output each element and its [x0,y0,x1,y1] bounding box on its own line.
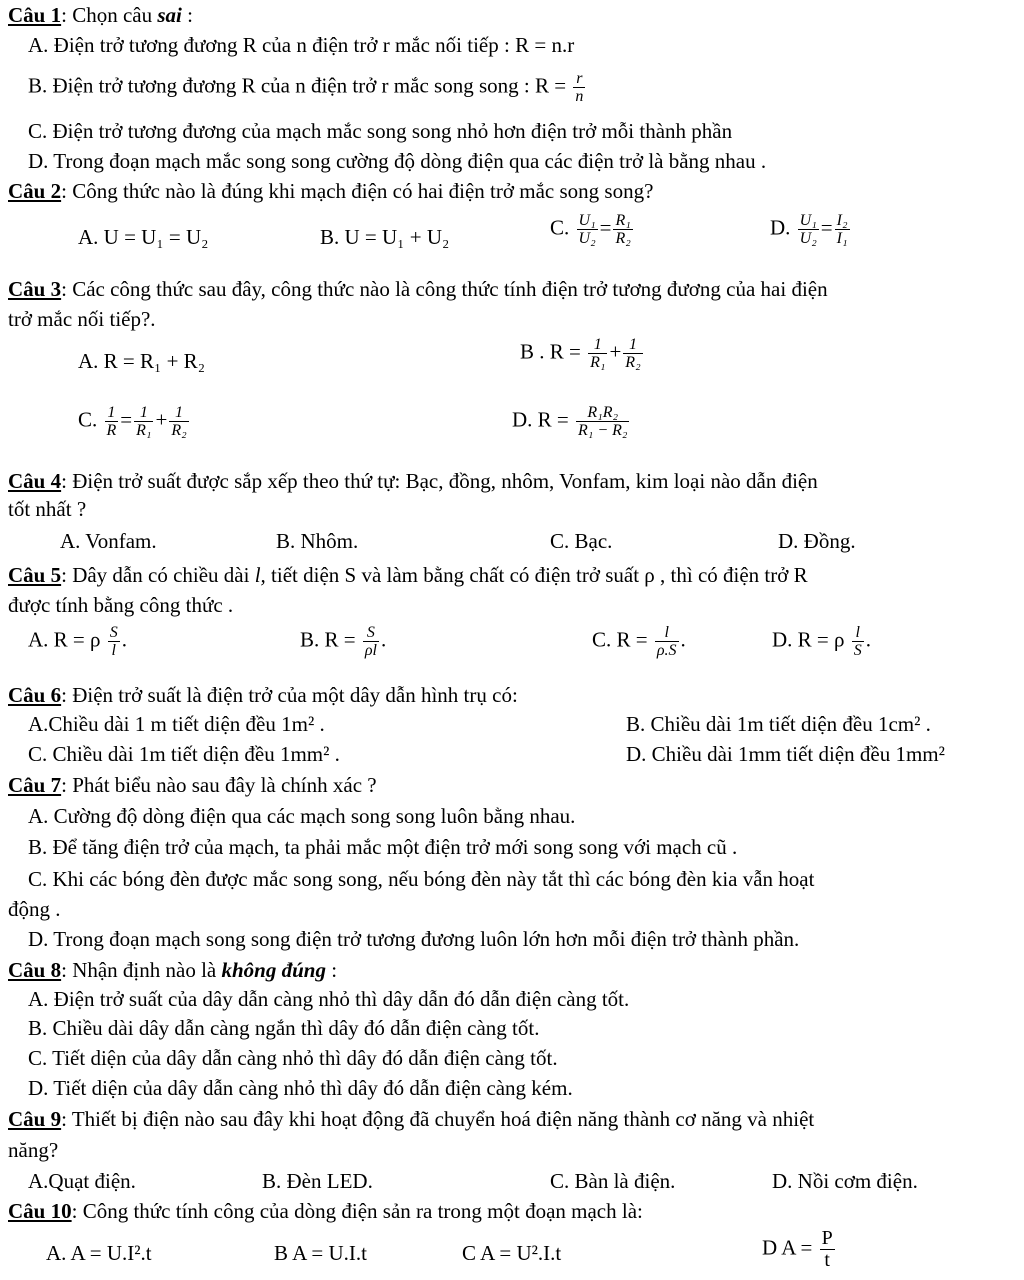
question-9 [8,1106,814,1132]
fraction-numerator: U₁ [799,212,817,229]
fraction-denominator: S [853,642,862,659]
option-a: A.Quạt điện. [28,1169,136,1193]
option-b: B. Nhôm. [276,529,359,553]
question-3 [8,276,828,302]
fraction-denominator: R₁ [590,354,606,371]
question-text: : Thiết bị điện nào sau đây khi hoạt động đã chuyển hoá điện năng thành cơ năng và nhiệt [61,1107,815,1131]
option-b [28,70,587,105]
option-d: D. Nồi cơm điện. [772,1169,918,1193]
fraction-denominator: R₁ − R₂ [578,422,628,439]
option-b: B. Đèn LED. [262,1169,373,1193]
question-number: Câu 2 [8,179,62,203]
option-d: D. Tiết diện của dây dẫn càng nhỏ thì dây đó dẫn điện càng kém. [28,1076,573,1100]
option-text: D A = [762,1235,813,1260]
question-9-continued: năng? [8,1138,59,1162]
question-number: Câu 1 [8,3,62,27]
option-a: A. R = R₁ + R₂ [78,349,206,373]
option-letter: D. [770,215,791,240]
question-text: : [181,3,193,27]
option-a: A. Vonfam. [60,529,157,553]
emphasis-text: không đúng [221,958,326,982]
fraction-numerator: r [573,70,585,88]
option-text: D. R = ρ [772,627,845,652]
fraction-numerator: 1 [105,404,119,422]
option-d [762,1228,837,1271]
fraction [588,336,607,371]
question-number: Câu 3 [8,277,62,301]
option-b: B. Chiều dài 1m tiết diện đều 1cm² . [626,712,931,736]
question-5-continued: được tính bằng công thức . [8,593,234,617]
fraction-numerator: R₁ [615,212,631,229]
option-text: A. R = ρ [28,627,101,652]
option-a: A. U = U₁ = U₂ [78,225,209,249]
question-4 [8,468,818,494]
fraction-denominator: R [106,422,117,439]
option-b: B. Chiều dài dây dẫn càng ngắn thì dây đó dẫn điện càng tốt. [28,1016,540,1040]
fraction [577,212,598,247]
fraction-denominator: R₁ [136,422,152,439]
option-d: D. R = ρ $\frac{l}{S}$ . [772,624,871,659]
fraction-numerator: 1 [134,404,153,422]
option-c: C. Bàn là điện. [550,1169,676,1193]
option-c: C. $\frac{\text{U₁}}{\text{U₂}}$ = $\frac{\text{R₁}}{\text{R₂}}$ [550,212,631,247]
fraction [576,404,629,439]
question-5 [8,562,808,588]
fraction-denominator: R₂ [625,354,641,371]
fraction-denominator: t [824,1249,830,1271]
option-c-continued: động . [8,897,61,921]
question-2 [8,178,653,204]
fraction-numerator: 1 [588,336,607,354]
question-number: Câu 7 [8,773,62,797]
fraction-numerator: P [821,1227,833,1249]
option-a: A. A = U.I².t [46,1241,152,1265]
option-text: B. Điện trở tương đương R của n điện trở r mắc song song : R = [28,73,572,98]
option-text: D. R = [512,407,569,432]
fraction-denominator: R₂ [171,422,187,439]
emphasis-text: sai [157,3,182,27]
fraction [835,212,850,247]
option-a: A. R = ρ $\frac{S}{l}$ . [28,624,127,659]
question-text: : Điện trở suất được sắp xếp theo thứ tự: Bạc, đồng, nhôm, Vonfam, kim loại nào dẫn điện [61,469,818,493]
fraction [169,404,188,439]
question-8 [8,957,337,983]
fraction [820,1228,835,1271]
option-b: B. U = U₁ + U₂ [320,225,450,249]
option-letter: C. [78,407,98,432]
fraction-numerator: S [363,624,379,642]
fraction-numerator: l [852,624,864,642]
fraction-numerator: 1 [623,336,642,354]
fraction [852,624,864,659]
option-text: B . R = [520,339,581,364]
fraction-denominator: U₂ [578,230,596,247]
question-6 [8,682,518,708]
fraction-numerator: U₁ [578,212,596,229]
question-text: : Các công thức sau đây, công thức nào là công thức tính điện trở tương đương của hai điện [61,277,828,301]
option-a: A.Chiều dài 1 m tiết diện đều 1m² . [28,712,325,736]
option-d [512,404,631,439]
option-d: D. Trong đoạn mạch mắc song song cường độ dòng điện qua các điện trở là bằng nhau . [28,149,767,173]
fraction-denominator: R₂ [615,230,631,247]
option-a: A. Điện trở suất của dây dẫn càng nhỏ thì dây dẫn đó dẫn điện càng tốt. [28,987,630,1011]
fraction-numerator: R₁R₂ [576,404,629,422]
question-10 [8,1198,643,1224]
question-text: : Dây dẫn có chiều dài [61,563,255,587]
question-number: Câu 6 [8,683,62,707]
question-3-continued: trở mắc nối tiếp?. [8,307,156,331]
option-c: C. R = $\frac{l}{\rho.S}$ . [592,624,686,659]
question-text: tiết diện S và làm bằng chất có điện trở suất ρ , thì có điện trở R [265,563,808,587]
option-d: D. $\frac{\text{U₁}}{\text{U₂}}$ = $\frac{\text{I₂}}{\text{I₁}}$ [770,212,848,247]
option-d: D. Đồng. [778,529,856,553]
question-number: Câu 8 [8,958,62,982]
option-b: B. Để tăng điện trở của mạch, ta phải mắc một điện trở mới song song với mạch cũ . [28,835,738,859]
fraction-numerator: S [109,624,118,641]
fraction-denominator: ρ.S [656,642,677,659]
question-7 [8,772,377,798]
question-text: : Nhận định nào là [61,958,222,982]
option-text: B. R = [300,627,356,652]
variable-l: l, [254,563,266,587]
fraction [105,404,119,439]
question-text: : Phát biểu nào sau đây là chính xác ? [61,773,377,797]
option-c: C. Chiều dài 1m tiết diện đều 1mm² . [28,742,340,766]
question-number: Câu 5 [8,563,62,587]
question-text: : Công thức tính công của dòng điện sản ra trong một đoạn mạch là: [71,1199,643,1223]
option-c: C. Điện trở tương đương của mạch mắc song song nhỏ hơn điện trở mỗi thành phần [28,119,733,143]
question-number: Câu 10 [8,1199,72,1223]
question-number: Câu 4 [8,469,62,493]
fraction [655,624,679,659]
question-text: : Chọn câu [61,3,158,27]
option-c: C. Bạc. [550,529,613,553]
question-text: : [325,958,338,982]
fraction [798,212,819,247]
fraction-denominator: l [111,642,116,659]
fraction [134,404,153,439]
fraction-denominator: ρl [364,642,377,659]
option-a: A. Cường độ dòng điện qua các mạch song song luôn bằng nhau. [28,804,576,828]
fraction [623,336,642,371]
option-b: B. R = $\frac{S}{\rho l}$ . [300,624,387,659]
option-c: C. Khi các bóng đèn được mắc song song, nếu bóng đèn này tắt thì các bóng đèn kia vẫn hoạt [28,867,815,891]
option-a: A. Điện trở tương đương R của n điện trở r mắc nối tiếp : R = n.r [28,33,575,57]
fraction-denominator: n [575,88,584,105]
question-1 [8,2,193,28]
question-4-continued: tốt nhất ? [8,497,87,521]
question-number: Câu 9 [8,1107,62,1131]
fraction-numerator: 1 [169,404,188,422]
fraction-numerator: l [655,624,679,642]
option-d: D. Chiều dài 1mm tiết diện đều 1mm² [626,742,945,766]
fraction-denominator: U₂ [799,230,817,247]
question-text: : Công thức nào là đúng khi mạch điện có hai điện trở mắc song song? [61,179,654,203]
option-c: C. $\frac{1}{R}$ = $\frac{1}{\text{R₁}}$ + $\frac{1}{\text{R₂}}$ [78,404,187,439]
option-b: B . R = $\frac{1}{\text{R₁}}$ + $\frac{1}{\text{R₂}}$ [520,336,641,371]
fraction [613,212,632,247]
option-c: C. Tiết diện của dây dẫn càng nhỏ thì dây đó dẫn điện càng tốt. [28,1046,558,1070]
option-d: D. Trong đoạn mạch song song điện trở tương đương luôn lớn hơn mỗi điện trở thành phần. [28,927,800,951]
question-text: : Điện trở suất là điện trở của một dây dẫn hình trụ có: [61,683,518,707]
fraction [108,624,120,659]
fraction-numerator: I₂ [836,212,848,229]
option-b: B A = U.I.t [274,1241,367,1265]
fraction [573,70,585,105]
fraction [363,624,379,659]
option-c: C A = U².I.t [462,1241,562,1265]
option-text: C. R = [592,627,648,652]
option-letter: C. [550,215,570,240]
fraction-denominator: I₁ [836,230,848,247]
